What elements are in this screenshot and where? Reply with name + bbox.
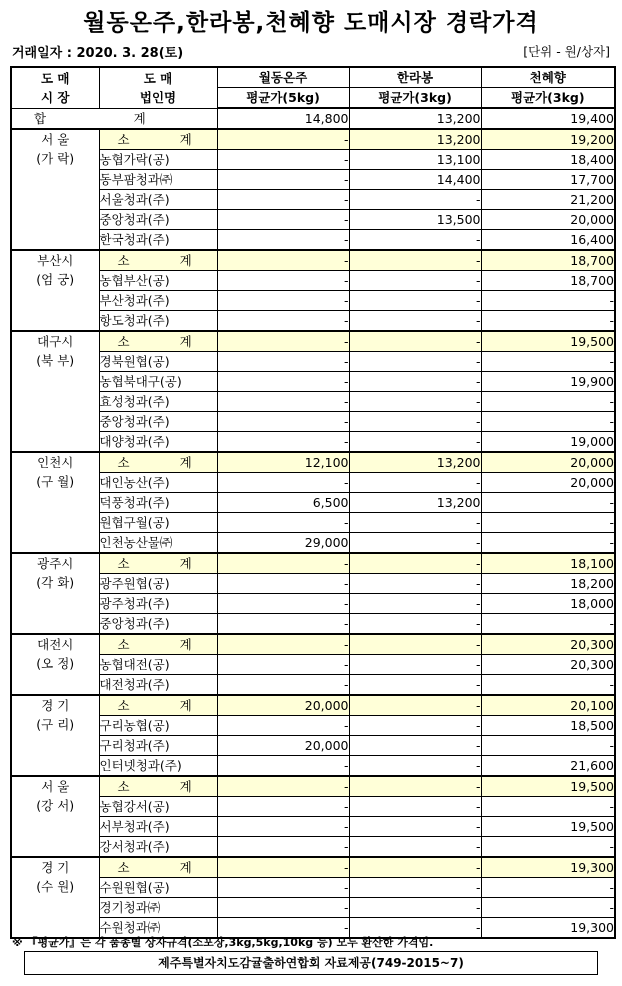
price-value: 13,500 (349, 210, 481, 230)
market-name: 대구시 (북 부) (11, 331, 99, 452)
table-row (11, 352, 615, 372)
corp-name: 경기청과㈜ (99, 898, 217, 918)
subtotal-row (11, 695, 615, 716)
price-value: - (349, 756, 481, 777)
price-value: - (217, 817, 349, 837)
market-name: 부산시 (엄 궁) (11, 250, 99, 331)
total-value: 14,800 (217, 108, 349, 129)
subtotal-row (11, 452, 615, 473)
market-name: 인천시 (구 월) (11, 452, 99, 553)
table-row (11, 392, 615, 412)
table-row (11, 432, 615, 453)
price-value: - (217, 331, 349, 352)
price-value: - (217, 857, 349, 878)
market-name: 경 기 (수 원) (11, 857, 99, 938)
price-value: - (349, 513, 481, 533)
market-name: 서 울 (가 락) (11, 129, 99, 250)
table-row (11, 878, 615, 898)
price-value: 19,900 (481, 372, 615, 392)
table-row (11, 614, 615, 635)
header-product-1: 월동온주 (217, 67, 349, 88)
price-value: - (349, 291, 481, 311)
price-value: 18,100 (481, 553, 615, 574)
price-value: - (217, 776, 349, 797)
corp-name: 수원청과㈜ (99, 918, 217, 939)
price-value: - (349, 230, 481, 251)
price-value: - (349, 797, 481, 817)
source-credit: 제주특별자치도감귤출하연합회 자료제공(749-2015~7) (24, 951, 598, 975)
header-market-text: 도 매 시 장 (40, 70, 70, 105)
price-value: - (217, 210, 349, 230)
subtotal-label: 소 계 (99, 452, 217, 473)
corp-name: 농협가락(공) (99, 150, 217, 170)
header-product-2: 한라봉 (349, 67, 481, 88)
total-row (11, 108, 615, 129)
price-value: - (217, 291, 349, 311)
table-row (11, 716, 615, 736)
table-row (11, 210, 615, 230)
price-value: 13,200 (349, 493, 481, 513)
corp-name: 강서청과(주) (99, 837, 217, 858)
price-value: - (217, 655, 349, 675)
price-value: 20,100 (481, 695, 615, 716)
price-value: - (349, 898, 481, 918)
corp-name: 동부팜청과㈜ (99, 170, 217, 190)
corp-name: 대양청과(주) (99, 432, 217, 453)
price-table (10, 66, 616, 939)
table-row (11, 473, 615, 493)
price-value: - (217, 675, 349, 696)
subtotal-row (11, 129, 615, 150)
table-row (11, 837, 615, 858)
total-value: 19,400 (481, 108, 615, 129)
price-value: 19,200 (481, 129, 615, 150)
subtotal-label: 소 계 (99, 250, 217, 271)
corp-name: 인천농산물㈜ (99, 533, 217, 554)
price-value: - (481, 513, 615, 533)
table-row (11, 513, 615, 533)
subtotal-row (11, 331, 615, 352)
price-value: - (217, 756, 349, 777)
market-name: 경 기 (구 리) (11, 695, 99, 776)
corp-name: 부산청과(주) (99, 291, 217, 311)
page-title: 월동온주,한라봉,천혜향 도매시장 경락가격 (83, 10, 539, 36)
price-value: - (217, 716, 349, 736)
table-row (11, 736, 615, 756)
price-value: 13,100 (349, 150, 481, 170)
price-value: - (217, 170, 349, 190)
price-value: - (481, 736, 615, 756)
price-value: 12,100 (217, 452, 349, 473)
table-row (11, 675, 615, 696)
price-value: - (217, 594, 349, 614)
subtotal-label: 소 계 (99, 776, 217, 797)
corp-name: 서부청과(주) (99, 817, 217, 837)
price-value: - (349, 412, 481, 432)
price-value: 20,300 (481, 634, 615, 655)
price-value: - (349, 432, 481, 453)
price-value: - (349, 655, 481, 675)
header-avg-3: 평균가(3kg) (481, 88, 615, 109)
corp-name: 구리농협(공) (99, 716, 217, 736)
price-value: - (349, 473, 481, 493)
price-value: - (349, 614, 481, 635)
price-value: - (481, 797, 615, 817)
price-value: 18,000 (481, 594, 615, 614)
subtotal-row (11, 250, 615, 271)
corp-name: 원협구월(공) (99, 513, 217, 533)
price-value: - (481, 898, 615, 918)
price-value: - (349, 776, 481, 797)
table-row (11, 150, 615, 170)
price-value: - (217, 352, 349, 372)
price-table-body (11, 108, 615, 938)
header-avg-2: 평균가(3kg) (349, 88, 481, 109)
header-product-3: 천혜향 (481, 67, 615, 88)
price-value: 21,600 (481, 756, 615, 777)
price-value: - (217, 553, 349, 574)
corp-name: 농협부산(공) (99, 271, 217, 291)
corp-name: 중앙청과(주) (99, 614, 217, 635)
corp-name: 광주청과(주) (99, 594, 217, 614)
price-value: - (349, 675, 481, 696)
price-value: - (481, 352, 615, 372)
subtotal-row (11, 634, 615, 655)
price-value: - (349, 918, 481, 939)
table-row (11, 230, 615, 251)
table-row (11, 372, 615, 392)
price-value: 13,200 (349, 452, 481, 473)
price-value: - (349, 311, 481, 332)
price-value: 20,000 (481, 452, 615, 473)
price-value: - (217, 797, 349, 817)
price-value: 13,200 (349, 129, 481, 150)
price-value: - (217, 250, 349, 271)
subtotal-label: 소 계 (99, 553, 217, 574)
price-value: - (217, 837, 349, 858)
corp-name: 농협북대구(공) (99, 372, 217, 392)
price-value: - (349, 695, 481, 716)
price-value: - (349, 634, 481, 655)
table-row (11, 797, 615, 817)
price-value: - (217, 372, 349, 392)
price-value: 18,700 (481, 250, 615, 271)
price-value: - (349, 392, 481, 412)
corp-name: 한국청과(주) (99, 230, 217, 251)
total-value: 13,200 (349, 108, 481, 129)
table-row (11, 271, 615, 291)
subtotal-label: 소 계 (99, 331, 217, 352)
table-row (11, 291, 615, 311)
price-value: - (349, 574, 481, 594)
price-value: - (349, 857, 481, 878)
table-row (11, 533, 615, 554)
price-value: - (349, 594, 481, 614)
header-corp-text: 도 매 법인명 (139, 70, 177, 105)
corp-name: 대전청과(주) (99, 675, 217, 696)
subtotal-row (11, 857, 615, 878)
price-value: - (217, 614, 349, 635)
market-name: 광주시 (각 화) (11, 553, 99, 634)
price-value: - (349, 271, 481, 291)
price-value: - (217, 473, 349, 493)
footnote: ※ 『평균가』는 각 품종별 상자규격(소포장,3kg,5kg,10kg 등) 모두 환산한 가격임. (12, 936, 434, 949)
price-value: - (481, 412, 615, 432)
price-value: 6,500 (217, 493, 349, 513)
price-value: 19,300 (481, 918, 615, 939)
trade-date: 거래일자 : 2020. 3. 28(토) (12, 46, 184, 61)
price-value: - (217, 513, 349, 533)
corp-name: 수원원협(공) (99, 878, 217, 898)
price-value: 14,400 (349, 170, 481, 190)
market-name: 서 울 (강 서) (11, 776, 99, 857)
price-value: - (481, 614, 615, 635)
price-value: - (349, 533, 481, 554)
price-value: 18,200 (481, 574, 615, 594)
price-value: 20,000 (481, 473, 615, 493)
price-value: - (349, 878, 481, 898)
corp-name: 인터넷청과(주) (99, 756, 217, 777)
price-value: - (217, 230, 349, 251)
price-value: - (217, 190, 349, 210)
price-value: - (481, 392, 615, 412)
corp-name: 경북원협(공) (99, 352, 217, 372)
corp-name: 덕풍청과(주) (99, 493, 217, 513)
table-row (11, 756, 615, 777)
price-value: 19,500 (481, 776, 615, 797)
table-row (11, 170, 615, 190)
price-value: - (349, 331, 481, 352)
subtotal-label: 소 계 (99, 634, 217, 655)
price-value: 19,000 (481, 432, 615, 453)
price-value: - (349, 352, 481, 372)
price-value: 19,500 (481, 331, 615, 352)
subtotal-label: 소 계 (99, 129, 217, 150)
corp-name: 중앙청과(주) (99, 412, 217, 432)
price-value: 18,700 (481, 271, 615, 291)
price-value: - (217, 878, 349, 898)
price-value: 19,300 (481, 857, 615, 878)
subtotal-row (11, 776, 615, 797)
corp-name: 서울청과(주) (99, 190, 217, 210)
price-value: - (217, 392, 349, 412)
corp-name: 항도청과(주) (99, 311, 217, 332)
price-value: - (349, 736, 481, 756)
subtotal-label: 소 계 (99, 857, 217, 878)
price-value: - (481, 675, 615, 696)
price-value: - (481, 493, 615, 513)
price-value: - (349, 716, 481, 736)
price-value: 19,500 (481, 817, 615, 837)
price-value: 18,500 (481, 716, 615, 736)
price-value: - (481, 291, 615, 311)
price-value: 20,000 (481, 210, 615, 230)
price-value: - (481, 837, 615, 858)
price-value: - (217, 918, 349, 939)
table-row (11, 412, 615, 432)
price-value: 20,000 (217, 736, 349, 756)
total-label: 합 계 (11, 108, 217, 129)
price-value: - (481, 878, 615, 898)
table-row (11, 493, 615, 513)
market-name: 대전시 (오 정) (11, 634, 99, 695)
corp-name: 농협강서(공) (99, 797, 217, 817)
table-row (11, 655, 615, 675)
corp-name: 대인농산(주) (99, 473, 217, 493)
price-value: 21,200 (481, 190, 615, 210)
header-market (11, 67, 99, 108)
corp-name: 중앙청과(주) (99, 210, 217, 230)
unit-label: [단위 - 원/상자] (523, 44, 610, 59)
price-value: - (481, 533, 615, 554)
table-row (11, 574, 615, 594)
corp-name: 효성청과(주) (99, 392, 217, 412)
subtotal-label: 소 계 (99, 695, 217, 716)
price-value: - (217, 271, 349, 291)
table-row (11, 594, 615, 614)
price-value: - (217, 129, 349, 150)
price-value: - (349, 190, 481, 210)
price-value: - (217, 412, 349, 432)
header-corp (99, 67, 217, 108)
price-value: - (217, 150, 349, 170)
price-value: - (349, 372, 481, 392)
header-avg-1: 평균가(5kg) (217, 88, 349, 109)
price-value: - (349, 250, 481, 271)
price-value: 29,000 (217, 533, 349, 554)
price-value: - (349, 817, 481, 837)
price-value: - (349, 837, 481, 858)
price-value: 18,400 (481, 150, 615, 170)
price-value: - (217, 311, 349, 332)
price-value: 20,300 (481, 655, 615, 675)
price-value: - (481, 311, 615, 332)
corp-name: 구리청과(주) (99, 736, 217, 756)
price-value: - (349, 553, 481, 574)
corp-name: 광주원협(공) (99, 574, 217, 594)
table-row (11, 898, 615, 918)
price-value: - (217, 634, 349, 655)
subtotal-row (11, 553, 615, 574)
table-row (11, 817, 615, 837)
corp-name: 농협대전(공) (99, 655, 217, 675)
price-value: - (217, 574, 349, 594)
price-value: 20,000 (217, 695, 349, 716)
price-value: - (217, 898, 349, 918)
table-row (11, 190, 615, 210)
price-value: - (217, 432, 349, 453)
price-value: 16,400 (481, 230, 615, 251)
table-row (11, 311, 615, 332)
price-value: 17,700 (481, 170, 615, 190)
